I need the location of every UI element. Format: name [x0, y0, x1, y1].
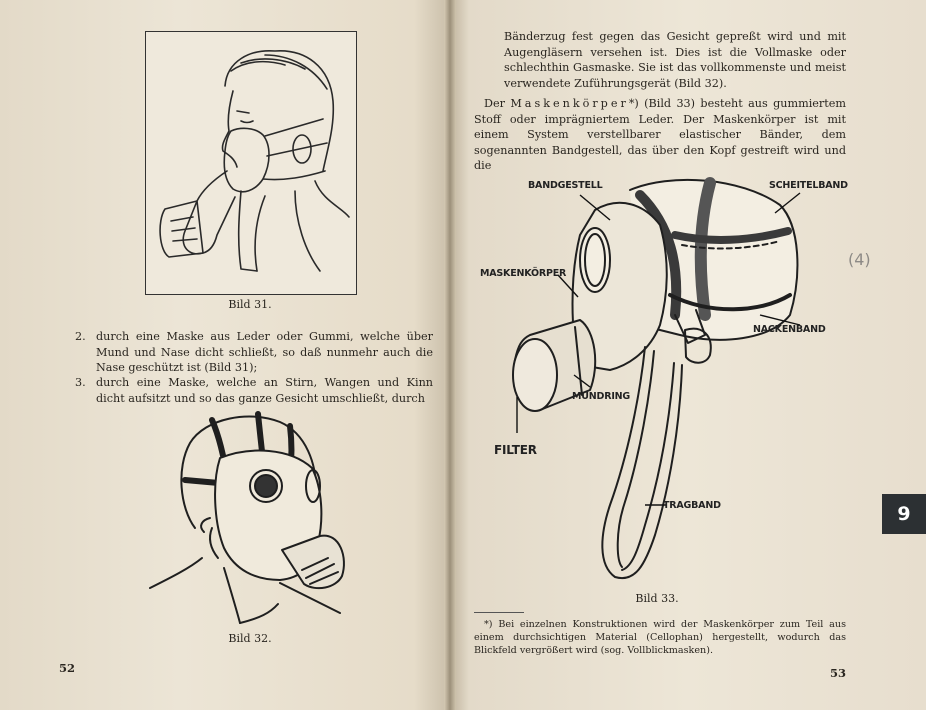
- figure-31-illustration: [145, 31, 357, 295]
- label-maskenkoerper: MASKENKÖRPER: [480, 268, 567, 279]
- page-number-right: 53: [830, 666, 847, 680]
- figure-33-illustration: [470, 165, 850, 595]
- book-gutter: [444, 0, 456, 710]
- paragraph-2-intro: Der: [484, 97, 505, 110]
- list-number: 3.: [75, 376, 86, 389]
- footnote-rule: [474, 612, 524, 613]
- figure-31-caption: Bild 31.: [228, 298, 272, 311]
- figure-33-caption: Bild 33.: [635, 592, 679, 605]
- pencil-mark: (4): [848, 250, 871, 269]
- label-mundring: MUNDRING: [572, 391, 631, 402]
- footnote: *) Bei einzelnen Konstruktionen wird der Maskenkörper zum Teil aus einem durchsichtigen Material (Cellophan) hergestellt, wodurch das Blickfeld vergrößert wird (sog. Vollblickmasken).: [474, 619, 846, 656]
- paragraph-2: [474, 96, 846, 174]
- label-nackenband: NACKENBAND: [753, 324, 826, 335]
- list-item-2: [75, 329, 433, 376]
- list-text: durch eine Maske aus Leder oder Gummi, welche über Mund und Nase dicht schließt, so daß nunmehr auch die Nase geschützt ist (Bild 31);: [96, 330, 433, 374]
- label-filter: FILTER: [494, 443, 537, 457]
- list-text: durch eine Maske, welche an Stirn, Wangen und Kinn dicht aufsitzt und so das ganze Gesicht umschließt, durch: [96, 376, 433, 405]
- section-tab: 9: [882, 494, 926, 534]
- figure-32-illustration: [140, 408, 350, 628]
- label-bandgestell: BANDGESTELL: [528, 180, 603, 191]
- page-number-left: 52: [59, 661, 76, 675]
- paragraph-1: Bänderzug fest gegen das Gesicht gepreßt wird und mit Augengläsern versehen ist. Dies ist die Vollmaske oder schlechthin Gasmaske. Sie ist das vollkommenste und meist verwendete Zuführungsgerät (Bild 32).: [504, 30, 846, 90]
- paragraph-2-term: Maskenkörper: [510, 97, 629, 110]
- label-scheitelband: SCHEITELBAND: [769, 180, 848, 191]
- label-tragband: TRAGBAND: [663, 500, 721, 511]
- list-number: 2.: [75, 330, 86, 343]
- list-item-3: [75, 375, 433, 407]
- figure-32-caption: Bild 32.: [228, 632, 272, 645]
- paragraph-2-rest: *) (Bild 33) besteht aus gummiertem Stoff oder imprägniertem Leder. Der Maskenkörper ist mit einem System verstellbarer elastischer Bänder, dem sogenannten Bandgestell, das über den Kopf gestreift wird und die: [474, 97, 846, 172]
